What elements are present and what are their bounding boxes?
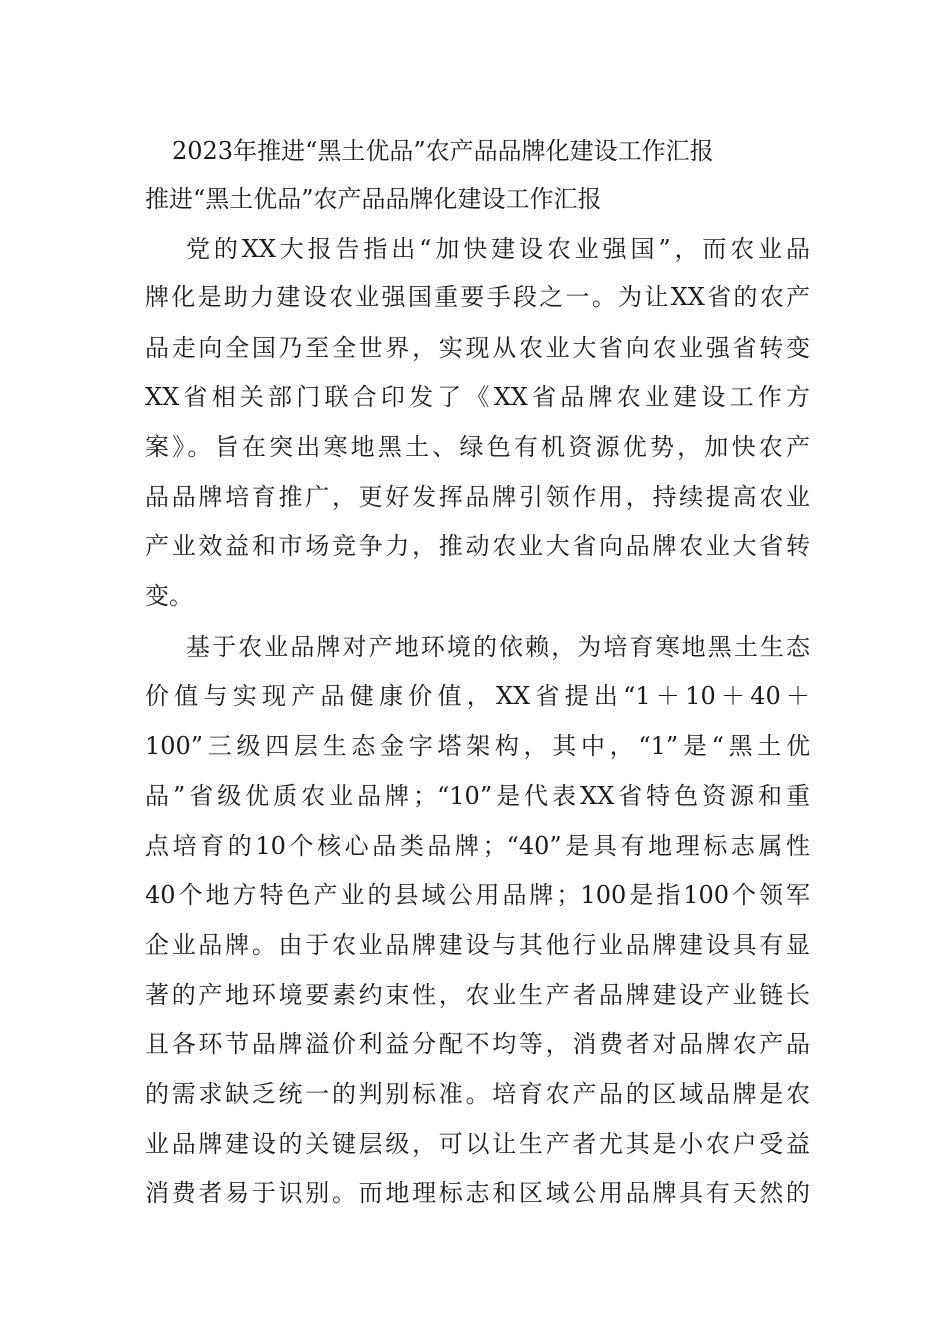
paragraph-line: 企业品牌。由于农业品牌建设与其他行业品牌建设具有显 — [145, 931, 810, 959]
paragraph-line: 品品牌培育推广，更好发挥品牌引领作用，持续提高农业 — [145, 483, 810, 511]
document-subtitle: 推进“黑土优品”农产品品牌化建设工作汇报 — [145, 185, 602, 213]
paragraph-line: 变。 — [145, 582, 193, 610]
paragraph-line: 基于农业品牌对产地环境的依赖，为培育寒地黑土生态 — [186, 633, 810, 661]
paragraph-line: 点培育的10个核心品类品牌；“40”是具有地理标志属性 — [145, 832, 810, 860]
paragraph-line: 案》。旨在突出寒地黑土、绿色有机资源优势，加快农产 — [145, 433, 810, 461]
paragraph-line: 著的产地环境要素约束性，农业生产者品牌建设产业链长 — [145, 981, 810, 1009]
paragraph-line: 价值与实现产品健康价值，XX省提出“1＋10＋40＋ — [145, 682, 810, 710]
paragraph-line: 产业效益和市场竞争力，推动农业大省向品牌农业大省转 — [145, 532, 810, 560]
paragraph-line: 牌化是助力建设农业强国重要手段之一。为让XX省的农产 — [145, 283, 810, 311]
paragraph-line: 党的XX大报告指出“加快建设农业强国”，而农业品 — [186, 235, 810, 263]
paragraph-line: XX省相关部门联合印发了《XX省品牌农业建设工作方 — [145, 383, 810, 411]
paragraph-line: 品走向全国乃至全世界，实现从农业大省向农业强省转变 — [145, 334, 810, 362]
paragraph-line: 消费者易于识别。而地理标志和区域公用品牌具有天然的 — [145, 1179, 810, 1207]
paragraph-line: 业品牌建设的关键层级，可以让生产者尤其是小农户受益 — [145, 1130, 810, 1158]
paragraph-line: 品”省级优质农业品牌；“10”是代表XX省特色资源和重 — [145, 782, 810, 810]
document-title: 2023年推进“黑土优品”农产品品牌化建设工作汇报 — [172, 137, 714, 165]
paragraph-line: 且各环节品牌溢价利益分配不均等，消费者对品牌农产品 — [145, 1030, 810, 1058]
paragraph-line: 的需求缺乏统一的判别标准。培育农产品的区域品牌是农 — [145, 1080, 810, 1108]
paragraph-line: 40个地方特色产业的县域公用品牌；100是指100个领军 — [145, 881, 810, 909]
paragraph-line: 100”三级四层生态金字塔架构，其中，“1”是“黑土优 — [145, 732, 810, 760]
